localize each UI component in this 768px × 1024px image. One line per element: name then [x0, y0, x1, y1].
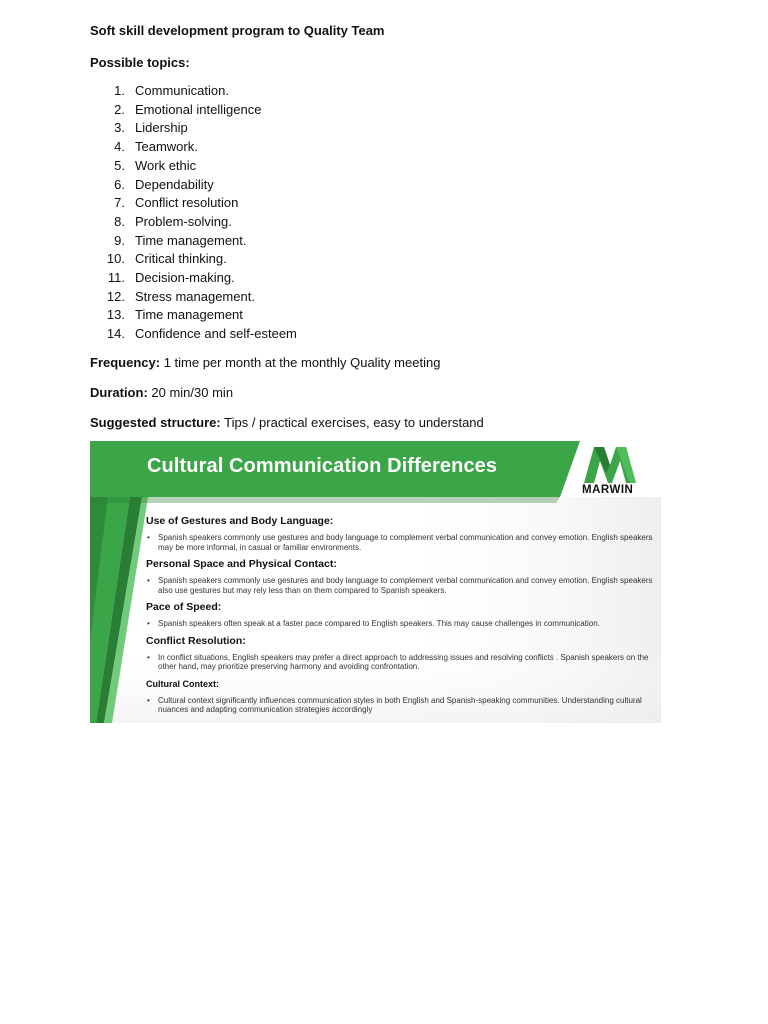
list-item: Emotional intelligence — [135, 101, 262, 117]
topics-label: Possible topics: — [90, 55, 190, 70]
section-bullet: • Cultural context significantly influences communication styles in both English and Spanish-speaking communities. Understanding cultural nuances and adapting communication strategies accordingly — [146, 696, 656, 715]
duration-label: Duration: — [90, 384, 148, 400]
list-item: Conflict resolution — [135, 195, 239, 211]
document-title: Soft skill development program to Quality Team — [90, 23, 385, 38]
section-bullet: • Spanish speakers commonly use gestures and body language to complement verbal communication and convey emotion. English speakers also use gestures but may rely less than on them compared to Spanish speakers. — [146, 576, 656, 595]
list-item: Decision-making. — [135, 270, 235, 286]
structure-label: Suggested structure: — [90, 414, 221, 430]
list-item: Communication. — [135, 83, 229, 98]
list-item: Lidership — [135, 120, 188, 136]
list-item: Time management. — [135, 232, 247, 248]
frequency-label: Frequency: — [90, 354, 161, 370]
document-body — [90, 22, 680, 444]
duration-line — [90, 384, 680, 402]
list-item: Critical thinking. — [135, 251, 227, 267]
section-heading: Pace of Speed: — [146, 601, 222, 613]
section-heading: Cultural Context: — [146, 678, 219, 689]
slide-title: Cultural Communication Differences — [147, 455, 498, 477]
section-heading: Use of Gestures and Body Language: — [146, 515, 334, 527]
section-bullet: • In conflict situations, English speakers may prefer a direct approach to addressing issues and resolving conflicts . Spanish speakers on the other hand, may prioritize preserving harmony and avoiding confrontation. — [146, 653, 656, 672]
logo-text: MARWIN — [582, 484, 634, 496]
list-item: Stress management. — [135, 288, 255, 304]
list-item: Work ethic — [135, 157, 197, 173]
section-heading: Conflict Resolution: — [146, 634, 246, 647]
list-item: Confidence and self-esteem — [135, 326, 297, 342]
embedded-slide-image — [90, 441, 661, 723]
slide-content — [146, 515, 656, 721]
list-item: Teamwork. — [135, 139, 198, 155]
structure-line — [90, 414, 680, 432]
list-item: Problem-solving. — [135, 213, 232, 229]
section-heading: Personal Space and Physical Contact: — [146, 558, 337, 570]
duration-value: 20 min/30 min — [147, 384, 234, 400]
frequency-line — [90, 354, 680, 372]
structure-value: Tips / practical exercises, easy to understand — [220, 414, 484, 430]
section-bullet: • Spanish speakers commonly use gestures and body language to complement verbal communication and convey emotion. English speakers may be more informal, in casual or familiar environments. — [146, 533, 656, 552]
section-bullet: • Spanish speakers often speak at a faster pace compared to English speakers. This may cause challenges in communication. — [146, 619, 656, 629]
topics-list — [90, 82, 680, 344]
frequency-value: 1 time per month at the monthly Quality meeting — [160, 354, 441, 370]
list-item: Dependability — [135, 176, 214, 192]
list-item: Time management — [135, 307, 243, 323]
